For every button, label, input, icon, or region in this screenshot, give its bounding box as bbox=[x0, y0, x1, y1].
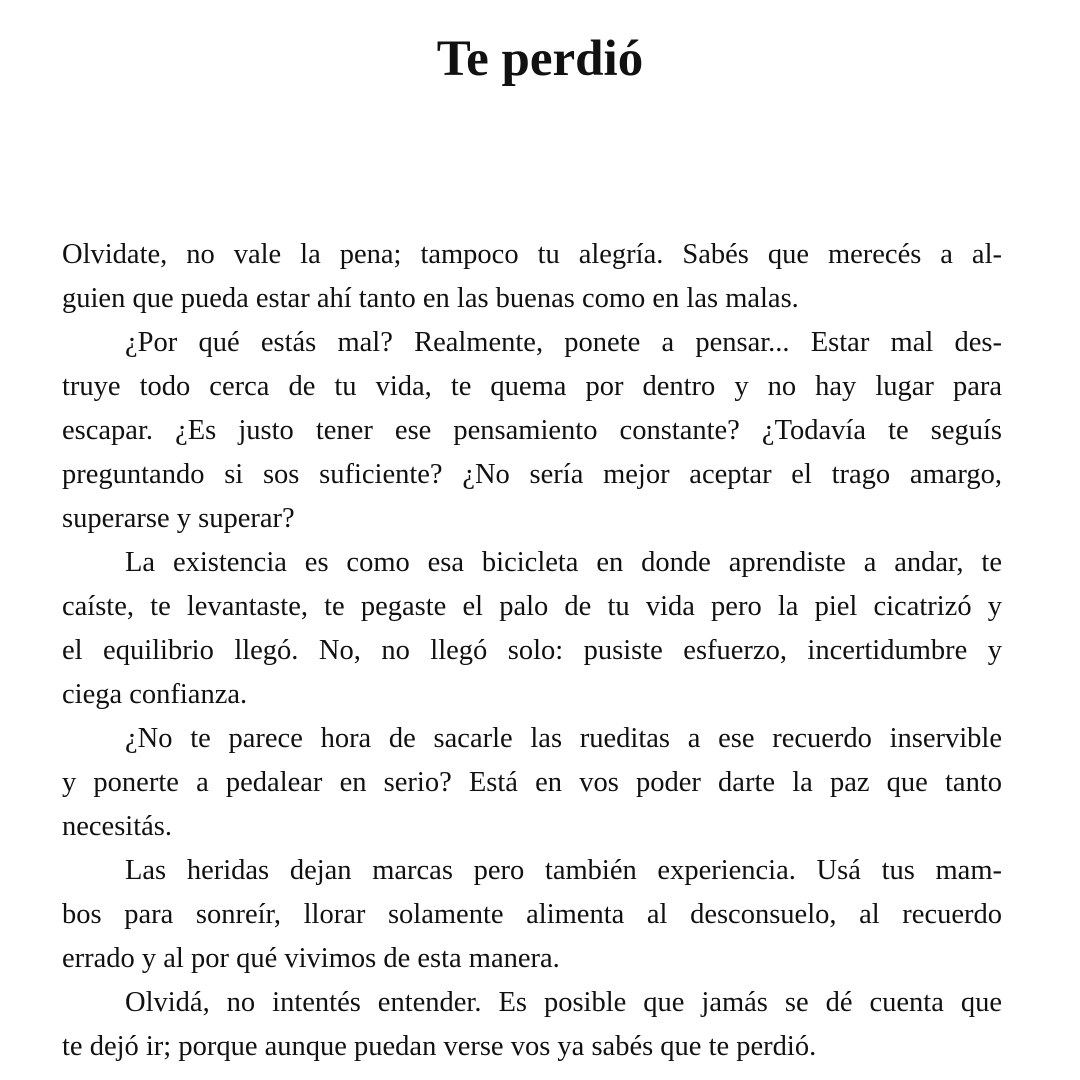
text-line: el equilibrio llegó. No, no llegó solo: pusiste esfuerzo, incertidumbre y bbox=[62, 635, 1002, 666]
text-line: Olvidá, no intentés entender. Es posible que jamás se dé cuenta que bbox=[125, 987, 1002, 1018]
text-line: ¿No te parece hora de sacarle las rueditas a ese recuerdo inservible bbox=[125, 723, 1002, 754]
text-line: truye todo cerca de tu vida, te quema por dentro y no hay lugar para bbox=[62, 371, 1002, 402]
body-text bbox=[62, 233, 1002, 1069]
text-line: Las heridas dejan marcas pero también experiencia. Usá tus mam- bbox=[125, 855, 1002, 886]
text-line: errado y al por qué vivimos de esta manera. bbox=[62, 943, 560, 974]
text-line: preguntando si sos suficiente? ¿No sería mejor aceptar el trago amargo, bbox=[62, 459, 1002, 490]
text-line: bos para sonreír, llorar solamente alimenta al desconsuelo, al recuerdo bbox=[62, 899, 1002, 930]
text-line: ciega confianza. bbox=[62, 679, 248, 710]
text-line: guien que pueda estar ahí tanto en las buenas como en las malas. bbox=[62, 283, 799, 314]
text-line: caíste, te levantaste, te pegaste el palo de tu vida pero la piel cicatrizó y bbox=[62, 591, 1002, 622]
text-line: necesitás. bbox=[62, 811, 172, 842]
text-line: La existencia es como esa bicicleta en donde aprendiste a andar, te bbox=[125, 547, 1002, 578]
text-line: y ponerte a pedalear en serio? Está en vos poder darte la paz que tanto bbox=[62, 767, 1002, 798]
text-line: escapar. ¿Es justo tener ese pensamiento constante? ¿Todavía te seguís bbox=[62, 415, 1002, 446]
text-line: Olvidate, no vale la pena; tampoco tu alegría. Sabés que merecés a al- bbox=[62, 239, 1002, 270]
text-line: te dejó ir; porque aunque puedan verse vos ya sabés que te perdió. bbox=[62, 1031, 817, 1062]
text-line: superarse y superar? bbox=[62, 503, 295, 534]
page-title: Te perdió bbox=[436, 31, 644, 87]
text-line: ¿Por qué estás mal? Realmente, ponete a pensar... Estar mal des- bbox=[125, 327, 1002, 358]
